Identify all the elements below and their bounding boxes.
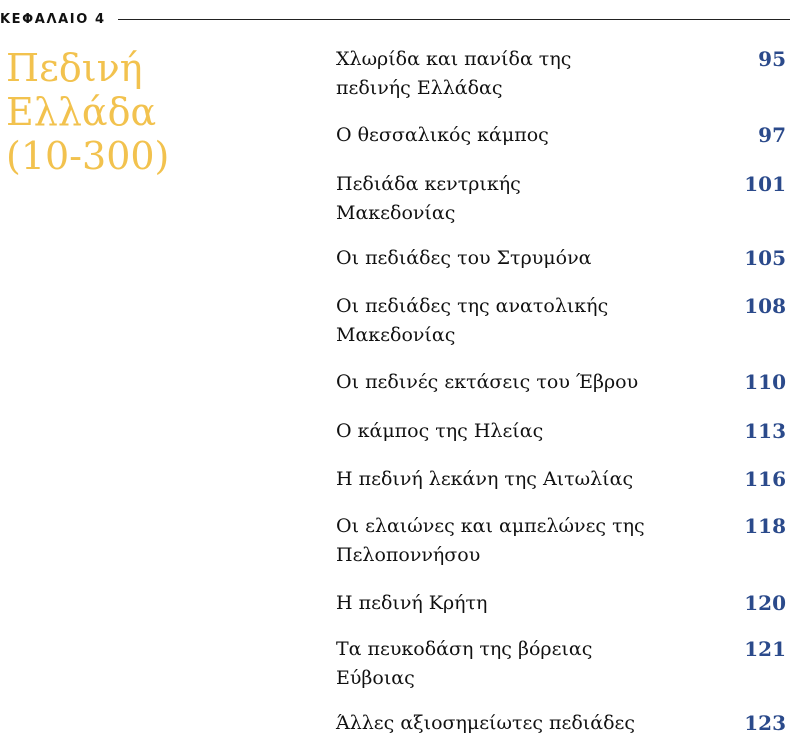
toc-entry-page: 95 xyxy=(758,47,786,71)
toc-entry-page: 110 xyxy=(744,370,786,394)
chapter-title-line: (10-300) xyxy=(6,134,170,178)
toc-entry-page: 105 xyxy=(744,246,786,270)
toc-entry-page: 121 xyxy=(744,637,786,661)
chapter-title-line: Ελλάδα xyxy=(6,90,157,134)
toc-entry-page: 108 xyxy=(744,294,786,318)
toc-entry-title: Τα πευκοδάση της βόρειας Εύβοιας xyxy=(336,638,593,689)
toc-entry-page: 113 xyxy=(744,419,786,443)
toc-entry-title: Ο θεσσαλικός κάμπος xyxy=(336,124,549,146)
toc-entry-page: 101 xyxy=(744,172,786,196)
toc-entry-title: Χλωρίδα και πανίδα της πεδινής Ελλάδας xyxy=(336,48,572,99)
toc-entry-title: Οι πεδινές εκτάσεις του Έβρου xyxy=(336,371,639,393)
chapter-title-line: Πεδινή xyxy=(6,46,143,90)
toc-entry-page: 116 xyxy=(744,467,786,491)
toc-entry-title: Οι ελαιώνες και αμπελώνες της Πελοποννήσου xyxy=(336,515,645,566)
toc-entry-title: Η πεδινή Κρήτη xyxy=(336,592,488,614)
toc-entry-title: Οι πεδιάδες του Στρυμόνα xyxy=(336,247,592,269)
toc-entry-title: Πεδιάδα κεντρικής Μακεδονίας xyxy=(336,173,521,224)
chapter-header xyxy=(0,9,790,29)
toc-entry-page: 97 xyxy=(758,123,786,147)
toc-entry-title: Οι πεδιάδες της ανατολικής Μακεδονίας xyxy=(336,295,609,346)
header-rule xyxy=(118,19,790,20)
toc-entry-title: Ο κάμπος της Ηλείας xyxy=(336,420,544,442)
toc-entry-title: Η πεδινή λεκάνη της Αιτωλίας xyxy=(336,468,634,490)
chapter-label: ΚΕΦΑΛΑΙΟ 4 xyxy=(0,11,106,27)
toc-entry-page: 118 xyxy=(744,514,786,538)
toc-entry-page: 123 xyxy=(744,711,786,735)
toc-entry-title: Άλλες αξιοσημείωτες πεδιάδες xyxy=(336,712,636,734)
toc-entry-page: 120 xyxy=(744,591,786,615)
chapter-title xyxy=(6,46,206,178)
